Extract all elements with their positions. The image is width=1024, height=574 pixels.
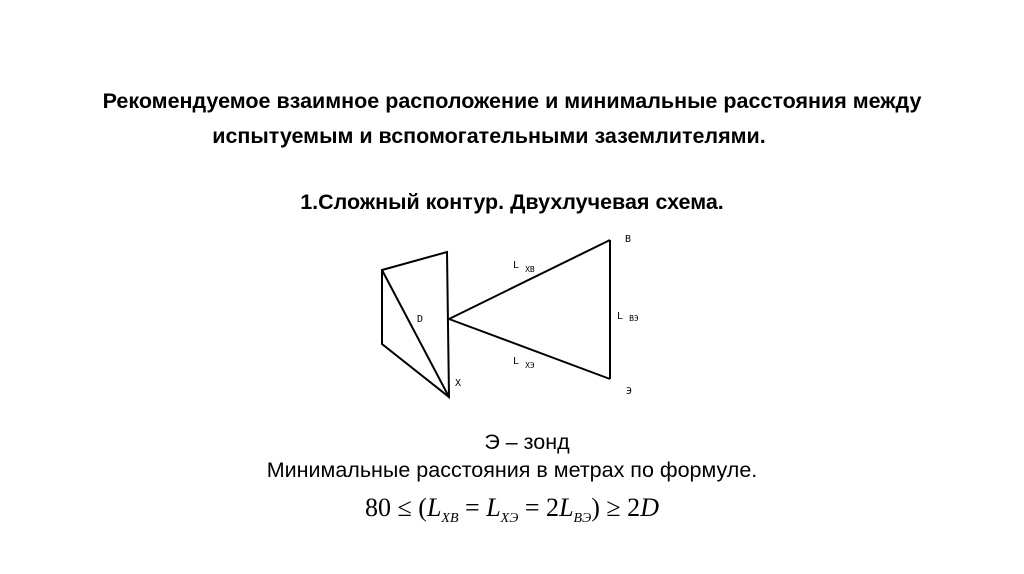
formula-l3-sub: BЭ — [573, 511, 592, 526]
formula-right: ) ≥ 2 — [591, 493, 641, 522]
ray-xe — [449, 319, 610, 379]
formula-l3: L — [559, 493, 574, 522]
label-lbe — [617, 311, 639, 323]
slide-title — [0, 84, 1024, 154]
label-lxe-sub: XЭ — [525, 361, 535, 370]
title-line-2: испытуемым и вспомогательными заземлителями. — [212, 124, 766, 148]
label-e: Э — [626, 386, 633, 397]
label-lbe-main: L — [617, 311, 624, 322]
formula-l2: L — [486, 493, 501, 522]
contour-diagonal-d — [382, 270, 449, 397]
label-lxe-main: L — [513, 356, 520, 367]
label-lxb — [513, 260, 535, 274]
distance-formula — [0, 490, 1024, 537]
label-b: B — [625, 234, 632, 245]
formula-eq1: = — [458, 493, 487, 522]
formula-d: D — [640, 493, 659, 522]
legend — [0, 428, 1024, 484]
label-lbe-sub: BЭ — [629, 314, 639, 323]
formula-left: 80 ≤ ( — [365, 493, 427, 522]
formula-l1: L — [426, 493, 442, 522]
label-x: X — [455, 378, 462, 389]
legend-probe: Э – зонд — [484, 430, 570, 454]
label-lxe — [513, 356, 535, 370]
contour-outline — [382, 252, 449, 397]
label-lxb-main: L — [513, 260, 520, 271]
formula-l1-sub: XB — [441, 511, 459, 526]
legend-formula-caption: Минимальные расстояния в метрах по формуле. — [266, 458, 758, 482]
label-lxb-sub: XB — [525, 265, 535, 274]
title-line-1: Рекомендуемое взаимное расположение и минимальные расстояния между — [102, 89, 922, 113]
grounding-diagram — [345, 222, 665, 418]
formula-eq2: = 2 — [518, 493, 560, 522]
label-d: D — [417, 314, 424, 325]
ray-xb — [449, 240, 610, 319]
formula-l2-sub: XЭ — [500, 511, 519, 526]
grounding-diagram-svg — [345, 222, 665, 418]
scheme-subtitle: 1.Сложный контур. Двухлучевая схема. — [300, 190, 724, 214]
